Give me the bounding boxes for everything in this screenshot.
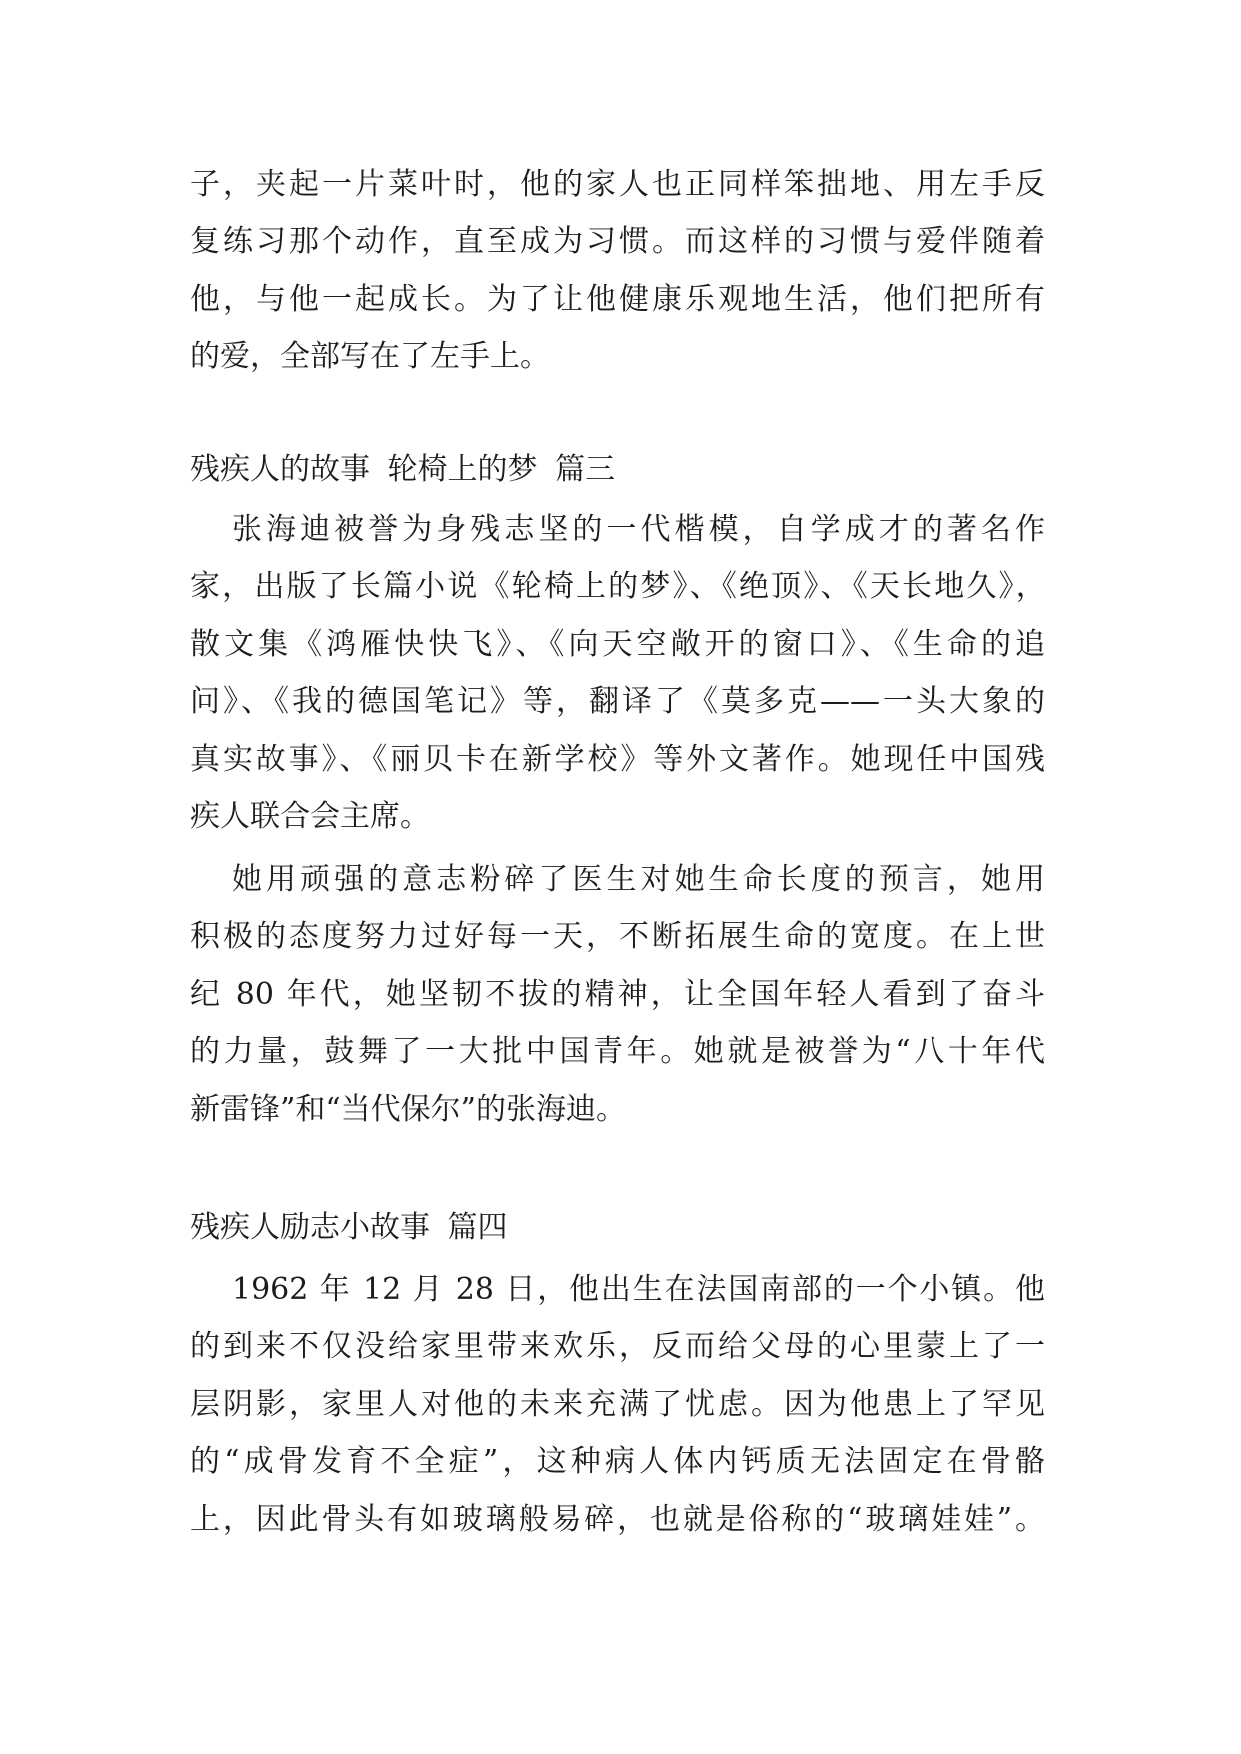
text-line: 问》、《我的德国笔记》等，翻译了《莫多克——一头大象的 <box>190 684 1045 720</box>
text-line: 新雷锋”和“当代保尔”的张海迪。 <box>190 1091 627 1127</box>
paragraph <box>190 851 1045 1138</box>
text-line: 积极的态度努力过好每一天，不断拓展生命的宽度。在上世 <box>190 919 1045 955</box>
text-line: 层阴影，家里人对他的未来充满了忧虑。因为他患上了罕见 <box>190 1386 1045 1422</box>
text-line: 的到来不仅没给家里带来欢乐，反而给父母的心里蒙上了一 <box>190 1329 1045 1365</box>
text-line: 真实故事》、《丽贝卡在新学校》等外文著作。她现任中国残 <box>190 741 1045 777</box>
text-line: 的力量，鼓舞了一大批中国青年。她就是被誉为“八十年代 <box>190 1034 1045 1070</box>
text-line: 的爱，全部写在了左手上。 <box>190 339 550 375</box>
section-heading: 残疾人励志小故事 篇四 <box>190 1210 508 1245</box>
section-heading: 残疾人的故事 轮椅上的梦 篇三 <box>190 452 616 487</box>
text-line: 复练习那个动作，直至成为习惯。而这样的习惯与爱伴随着 <box>190 224 1045 260</box>
paragraph <box>190 156 1045 386</box>
text-line: 散文集《鸿雁快快飞》、《向天空敞开的窗口》、《生命的追 <box>190 626 1045 662</box>
text-line: 纪 80 年代，她坚韧不拔的精神，让全国年轻人看到了奋斗 <box>190 976 1045 1012</box>
text-line: 家，出版了长篇小说《轮椅上的梦》、《绝顶》、《天长地久》， <box>190 569 1045 605</box>
text-line: 疾人联合会主席。 <box>190 798 430 834</box>
text-line: 她用顽强的意志粉碎了医生对她生命长度的预言，她用 <box>232 862 1045 897</box>
text-line: 的“成骨发育不全症”，这种病人体内钙质无法固定在骨骼 <box>190 1444 1045 1480</box>
text-line: 子，夹起一片菜叶时，他的家人也正同样笨拙地、用左手反 <box>190 167 1045 202</box>
text-line: 他，与他一起成长。为了让他健康乐观地生活，他们把所有 <box>190 281 1045 317</box>
text-line: 1962 年 12 月 28 日，他出生在法国南部的一个小镇。他 <box>232 1272 1045 1307</box>
text-line: 张海迪被誉为身残志坚的一代楷模，自学成才的著名作 <box>232 512 1045 547</box>
paragraph <box>190 1261 1045 1548</box>
paragraph <box>190 501 1045 845</box>
text-line: 上，因此骨头有如玻璃般易碎，也就是俗称的“玻璃娃娃”。 <box>190 1501 1045 1537</box>
